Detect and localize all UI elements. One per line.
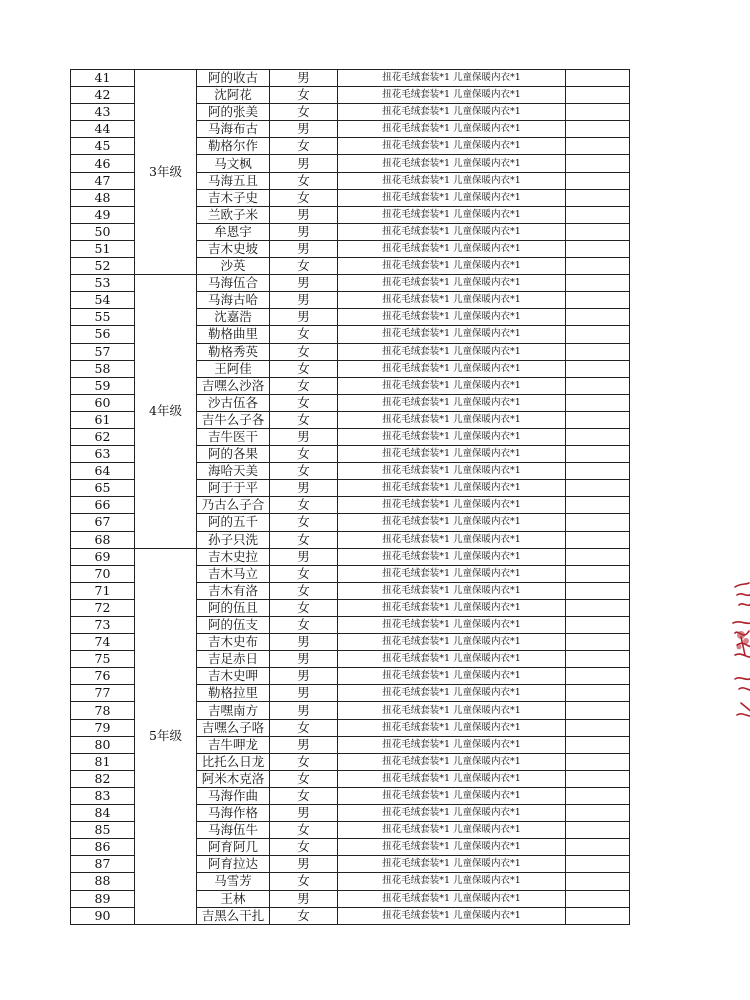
row-number: 53	[71, 275, 135, 292]
student-gender: 男	[270, 634, 338, 651]
gift-items: 扭花毛绒套装*1 儿童保暖内衣*1	[338, 155, 566, 172]
blank-cell	[566, 719, 630, 736]
gift-items: 扭花毛绒套装*1 儿童保暖内衣*1	[338, 223, 566, 240]
row-number: 61	[71, 411, 135, 428]
gift-items: 扭花毛绒套装*1 儿童保暖内衣*1	[338, 360, 566, 377]
student-gender: 男	[270, 223, 338, 240]
gift-items: 扭花毛绒套装*1 儿童保暖内衣*1	[338, 104, 566, 121]
gift-items: 扭花毛绒套装*1 儿童保暖内衣*1	[338, 634, 566, 651]
student-gender: 女	[270, 189, 338, 206]
blank-cell	[566, 360, 630, 377]
gift-items: 扭花毛绒套装*1 儿童保暖内衣*1	[338, 87, 566, 104]
gift-items: 扭花毛绒套装*1 儿童保暖内衣*1	[338, 121, 566, 138]
gift-items: 扭花毛绒套装*1 儿童保暖内衣*1	[338, 617, 566, 634]
student-gender: 女	[270, 172, 338, 189]
row-number: 77	[71, 685, 135, 702]
blank-cell	[566, 343, 630, 360]
row-number: 80	[71, 736, 135, 753]
student-name: 沙古伍各	[197, 394, 270, 411]
student-name: 马海作格	[197, 805, 270, 822]
gift-items: 扭花毛绒套装*1 儿童保暖内衣*1	[338, 668, 566, 685]
row-number: 66	[71, 497, 135, 514]
table-row	[71, 70, 630, 87]
student-gender: 女	[270, 719, 338, 736]
blank-cell	[566, 514, 630, 531]
blank-cell	[566, 394, 630, 411]
gift-items: 扭花毛绒套装*1 儿童保暖内衣*1	[338, 463, 566, 480]
student-gender: 女	[270, 360, 338, 377]
gift-items: 扭花毛绒套装*1 儿童保暖内衣*1	[338, 343, 566, 360]
grade-label: 3年级	[135, 70, 197, 275]
row-number: 78	[71, 702, 135, 719]
blank-cell	[566, 787, 630, 804]
student-gender: 女	[270, 787, 338, 804]
student-name: 吉嘿么沙洛	[197, 377, 270, 394]
row-number: 56	[71, 326, 135, 343]
student-gender: 女	[270, 463, 338, 480]
student-name: 比托么日龙	[197, 753, 270, 770]
blank-cell	[566, 104, 630, 121]
row-number: 60	[71, 394, 135, 411]
student-name: 勒格拉里	[197, 685, 270, 702]
row-number: 46	[71, 155, 135, 172]
row-number: 89	[71, 890, 135, 907]
row-number: 90	[71, 907, 135, 924]
student-name: 吉木子史	[197, 189, 270, 206]
blank-cell	[566, 805, 630, 822]
gift-items: 扭花毛绒套装*1 儿童保暖内衣*1	[338, 172, 566, 189]
gift-items: 扭花毛绒套装*1 儿童保暖内衣*1	[338, 839, 566, 856]
gift-items: 扭花毛绒套装*1 儿童保暖内衣*1	[338, 275, 566, 292]
gift-items: 扭花毛绒套装*1 儿童保暖内衣*1	[338, 480, 566, 497]
student-gender: 男	[270, 685, 338, 702]
blank-cell	[566, 736, 630, 753]
student-name: 阿的伍支	[197, 617, 270, 634]
blank-cell	[566, 685, 630, 702]
blank-cell	[566, 240, 630, 257]
blank-cell	[566, 617, 630, 634]
gift-items: 扭花毛绒套装*1 儿童保暖内衣*1	[338, 736, 566, 753]
gift-items: 扭花毛绒套装*1 儿童保暖内衣*1	[338, 890, 566, 907]
blank-cell	[566, 702, 630, 719]
student-name: 乃古么子合	[197, 497, 270, 514]
student-gender: 女	[270, 565, 338, 582]
student-name: 吉木马立	[197, 565, 270, 582]
gift-items: 扭花毛绒套装*1 儿童保暖内衣*1	[338, 326, 566, 343]
grade-label: 4年级	[135, 275, 197, 549]
blank-cell	[566, 599, 630, 616]
student-gender: 女	[270, 873, 338, 890]
student-gender: 男	[270, 856, 338, 873]
row-number: 86	[71, 839, 135, 856]
student-name: 阿的张美	[197, 104, 270, 121]
student-name: 吉木有洛	[197, 582, 270, 599]
student-name: 阿米木克洛	[197, 770, 270, 787]
student-name: 孙子只洗	[197, 531, 270, 548]
row-number: 71	[71, 582, 135, 599]
blank-cell	[566, 275, 630, 292]
student-gender: 男	[270, 275, 338, 292]
blank-cell	[566, 873, 630, 890]
gift-items: 扭花毛绒套装*1 儿童保暖内衣*1	[338, 651, 566, 668]
gift-items: 扭花毛绒套装*1 儿童保暖内衣*1	[338, 719, 566, 736]
student-name: 海哈天美	[197, 463, 270, 480]
student-name: 阿育阿几	[197, 839, 270, 856]
blank-cell	[566, 548, 630, 565]
gift-items: 扭花毛绒套装*1 儿童保暖内衣*1	[338, 138, 566, 155]
student-name: 马文枫	[197, 155, 270, 172]
student-name: 马海作曲	[197, 787, 270, 804]
student-name: 勒格尔作	[197, 138, 270, 155]
row-number: 48	[71, 189, 135, 206]
student-gender: 男	[270, 121, 338, 138]
blank-cell	[566, 497, 630, 514]
row-number: 68	[71, 531, 135, 548]
student-name: 马雪芳	[197, 873, 270, 890]
blank-cell	[566, 822, 630, 839]
row-number: 50	[71, 223, 135, 240]
row-number: 59	[71, 377, 135, 394]
student-name: 吉木史呷	[197, 668, 270, 685]
student-gender: 女	[270, 531, 338, 548]
student-name: 沙英	[197, 258, 270, 275]
student-name: 马海伍合	[197, 275, 270, 292]
gift-items: 扭花毛绒套装*1 儿童保暖内衣*1	[338, 240, 566, 257]
row-number: 67	[71, 514, 135, 531]
student-gender: 男	[270, 548, 338, 565]
student-gender: 女	[270, 326, 338, 343]
gift-items: 扭花毛绒套装*1 儿童保暖内衣*1	[338, 514, 566, 531]
table-body	[71, 70, 630, 925]
gift-items: 扭花毛绒套装*1 儿童保暖内衣*1	[338, 702, 566, 719]
blank-cell	[566, 770, 630, 787]
student-gender: 男	[270, 805, 338, 822]
gift-items: 扭花毛绒套装*1 儿童保暖内衣*1	[338, 822, 566, 839]
blank-cell	[566, 668, 630, 685]
student-name: 沈阿花	[197, 87, 270, 104]
gift-items: 扭花毛绒套装*1 儿童保暖内衣*1	[338, 685, 566, 702]
student-gender: 男	[270, 702, 338, 719]
student-name: 吉牛医干	[197, 428, 270, 445]
student-name: 阿的各果	[197, 446, 270, 463]
gift-items: 扭花毛绒套装*1 儿童保暖内衣*1	[338, 411, 566, 428]
gift-items: 扭花毛绒套装*1 儿童保暖内衣*1	[338, 770, 566, 787]
student-gender: 女	[270, 411, 338, 428]
row-number: 75	[71, 651, 135, 668]
student-gift-table	[70, 69, 630, 925]
row-number: 44	[71, 121, 135, 138]
student-name: 马海五且	[197, 172, 270, 189]
row-number: 76	[71, 668, 135, 685]
student-name: 吉足赤日	[197, 651, 270, 668]
student-name: 王阿佳	[197, 360, 270, 377]
student-name: 沈嘉浩	[197, 309, 270, 326]
student-name: 马海布古	[197, 121, 270, 138]
student-name: 阿于于平	[197, 480, 270, 497]
row-number: 84	[71, 805, 135, 822]
student-gender: 男	[270, 155, 338, 172]
blank-cell	[566, 258, 630, 275]
row-number: 49	[71, 206, 135, 223]
blank-cell	[566, 155, 630, 172]
blank-cell	[566, 326, 630, 343]
student-gender: 男	[270, 428, 338, 445]
blank-cell	[566, 480, 630, 497]
blank-cell	[566, 411, 630, 428]
blank-cell	[566, 839, 630, 856]
row-number: 69	[71, 548, 135, 565]
student-name: 马海伍牛	[197, 822, 270, 839]
row-number: 45	[71, 138, 135, 155]
row-number: 83	[71, 787, 135, 804]
student-name: 王林	[197, 890, 270, 907]
gift-items: 扭花毛绒套装*1 儿童保暖内衣*1	[338, 377, 566, 394]
table-row	[71, 275, 630, 292]
student-gender: 男	[270, 736, 338, 753]
blank-cell	[566, 121, 630, 138]
student-gender: 男	[270, 240, 338, 257]
blank-cell	[566, 172, 630, 189]
blank-cell	[566, 531, 630, 548]
blank-cell	[566, 87, 630, 104]
student-name: 吉嘿么子咯	[197, 719, 270, 736]
blank-cell	[566, 309, 630, 326]
student-gender: 女	[270, 617, 338, 634]
student-name: 吉嘿南方	[197, 702, 270, 719]
row-number: 88	[71, 873, 135, 890]
gift-items: 扭花毛绒套装*1 儿童保暖内衣*1	[338, 309, 566, 326]
blank-cell	[566, 446, 630, 463]
row-number: 87	[71, 856, 135, 873]
gift-items: 扭花毛绒套装*1 儿童保暖内衣*1	[338, 394, 566, 411]
gift-items: 扭花毛绒套装*1 儿童保暖内衣*1	[338, 805, 566, 822]
student-gender: 女	[270, 907, 338, 924]
student-gender: 女	[270, 822, 338, 839]
student-gender: 男	[270, 70, 338, 87]
signature-stamp	[727, 575, 750, 725]
row-number: 74	[71, 634, 135, 651]
student-name: 阿的收古	[197, 70, 270, 87]
row-number: 47	[71, 172, 135, 189]
gift-items: 扭花毛绒套装*1 儿童保暖内衣*1	[338, 582, 566, 599]
blank-cell	[566, 206, 630, 223]
gift-items: 扭花毛绒套装*1 儿童保暖内衣*1	[338, 70, 566, 87]
row-number: 52	[71, 258, 135, 275]
gift-items: 扭花毛绒套装*1 儿童保暖内衣*1	[338, 428, 566, 445]
student-gender: 女	[270, 839, 338, 856]
gift-items: 扭花毛绒套装*1 儿童保暖内衣*1	[338, 292, 566, 309]
student-name: 阿的伍且	[197, 599, 270, 616]
blank-cell	[566, 292, 630, 309]
grade-label: 5年级	[135, 548, 197, 924]
row-number: 41	[71, 70, 135, 87]
student-gender: 女	[270, 753, 338, 770]
gift-items: 扭花毛绒套装*1 儿童保暖内衣*1	[338, 907, 566, 924]
student-gender: 女	[270, 377, 338, 394]
row-number: 81	[71, 753, 135, 770]
student-gender: 女	[270, 343, 338, 360]
gift-items: 扭花毛绒套装*1 儿童保暖内衣*1	[338, 599, 566, 616]
blank-cell	[566, 856, 630, 873]
student-name: 牟恩宇	[197, 223, 270, 240]
row-number: 57	[71, 343, 135, 360]
student-gender: 女	[270, 138, 338, 155]
student-gender: 女	[270, 446, 338, 463]
blank-cell	[566, 651, 630, 668]
gift-items: 扭花毛绒套装*1 儿童保暖内衣*1	[338, 787, 566, 804]
row-number: 79	[71, 719, 135, 736]
row-number: 73	[71, 617, 135, 634]
blank-cell	[566, 70, 630, 87]
student-gender: 男	[270, 890, 338, 907]
student-gender: 男	[270, 292, 338, 309]
gift-items: 扭花毛绒套装*1 儿童保暖内衣*1	[338, 497, 566, 514]
student-gender: 女	[270, 104, 338, 121]
row-number: 42	[71, 87, 135, 104]
student-gender: 女	[270, 394, 338, 411]
row-number: 64	[71, 463, 135, 480]
row-number: 62	[71, 428, 135, 445]
student-gender: 女	[270, 514, 338, 531]
blank-cell	[566, 907, 630, 924]
student-gender: 女	[270, 87, 338, 104]
student-gender: 女	[270, 599, 338, 616]
gift-items: 扭花毛绒套装*1 儿童保暖内衣*1	[338, 565, 566, 582]
blank-cell	[566, 890, 630, 907]
blank-cell	[566, 753, 630, 770]
row-number: 63	[71, 446, 135, 463]
blank-cell	[566, 634, 630, 651]
student-gender: 女	[270, 770, 338, 787]
row-number: 82	[71, 770, 135, 787]
blank-cell	[566, 377, 630, 394]
student-name: 吉牛呷龙	[197, 736, 270, 753]
table-row	[71, 548, 630, 565]
row-number: 55	[71, 309, 135, 326]
gift-items: 扭花毛绒套装*1 儿童保暖内衣*1	[338, 753, 566, 770]
student-name: 兰欧子米	[197, 206, 270, 223]
blank-cell	[566, 138, 630, 155]
blank-cell	[566, 582, 630, 599]
blank-cell	[566, 463, 630, 480]
blank-cell	[566, 223, 630, 240]
student-name: 吉木史坡	[197, 240, 270, 257]
row-number: 70	[71, 565, 135, 582]
gift-items: 扭花毛绒套装*1 儿童保暖内衣*1	[338, 258, 566, 275]
student-gender: 男	[270, 668, 338, 685]
student-name: 勒格秀英	[197, 343, 270, 360]
blank-cell	[566, 189, 630, 206]
student-gender: 男	[270, 651, 338, 668]
gift-items: 扭花毛绒套装*1 儿童保暖内衣*1	[338, 189, 566, 206]
student-gender: 男	[270, 309, 338, 326]
row-number: 58	[71, 360, 135, 377]
student-name: 阿育拉达	[197, 856, 270, 873]
blank-cell	[566, 565, 630, 582]
row-number: 72	[71, 599, 135, 616]
student-name: 勒格曲里	[197, 326, 270, 343]
student-name: 吉木史拉	[197, 548, 270, 565]
row-number: 54	[71, 292, 135, 309]
student-gender: 男	[270, 206, 338, 223]
row-number: 51	[71, 240, 135, 257]
gift-items: 扭花毛绒套装*1 儿童保暖内衣*1	[338, 206, 566, 223]
row-number: 43	[71, 104, 135, 121]
student-name: 吉牛么子各	[197, 411, 270, 428]
student-gender: 女	[270, 582, 338, 599]
gift-items: 扭花毛绒套装*1 儿童保暖内衣*1	[338, 446, 566, 463]
student-gender: 女	[270, 258, 338, 275]
student-name: 吉木史布	[197, 634, 270, 651]
row-number: 85	[71, 822, 135, 839]
gift-items: 扭花毛绒套装*1 儿童保暖内衣*1	[338, 531, 566, 548]
student-name: 阿的五千	[197, 514, 270, 531]
blank-cell	[566, 428, 630, 445]
gift-items: 扭花毛绒套装*1 儿童保暖内衣*1	[338, 548, 566, 565]
row-number: 65	[71, 480, 135, 497]
student-gender: 女	[270, 497, 338, 514]
gift-items: 扭花毛绒套装*1 儿童保暖内衣*1	[338, 856, 566, 873]
student-name: 马海古哈	[197, 292, 270, 309]
student-name: 吉黑么干扎	[197, 907, 270, 924]
gift-items: 扭花毛绒套装*1 儿童保暖内衣*1	[338, 873, 566, 890]
student-gender: 男	[270, 480, 338, 497]
